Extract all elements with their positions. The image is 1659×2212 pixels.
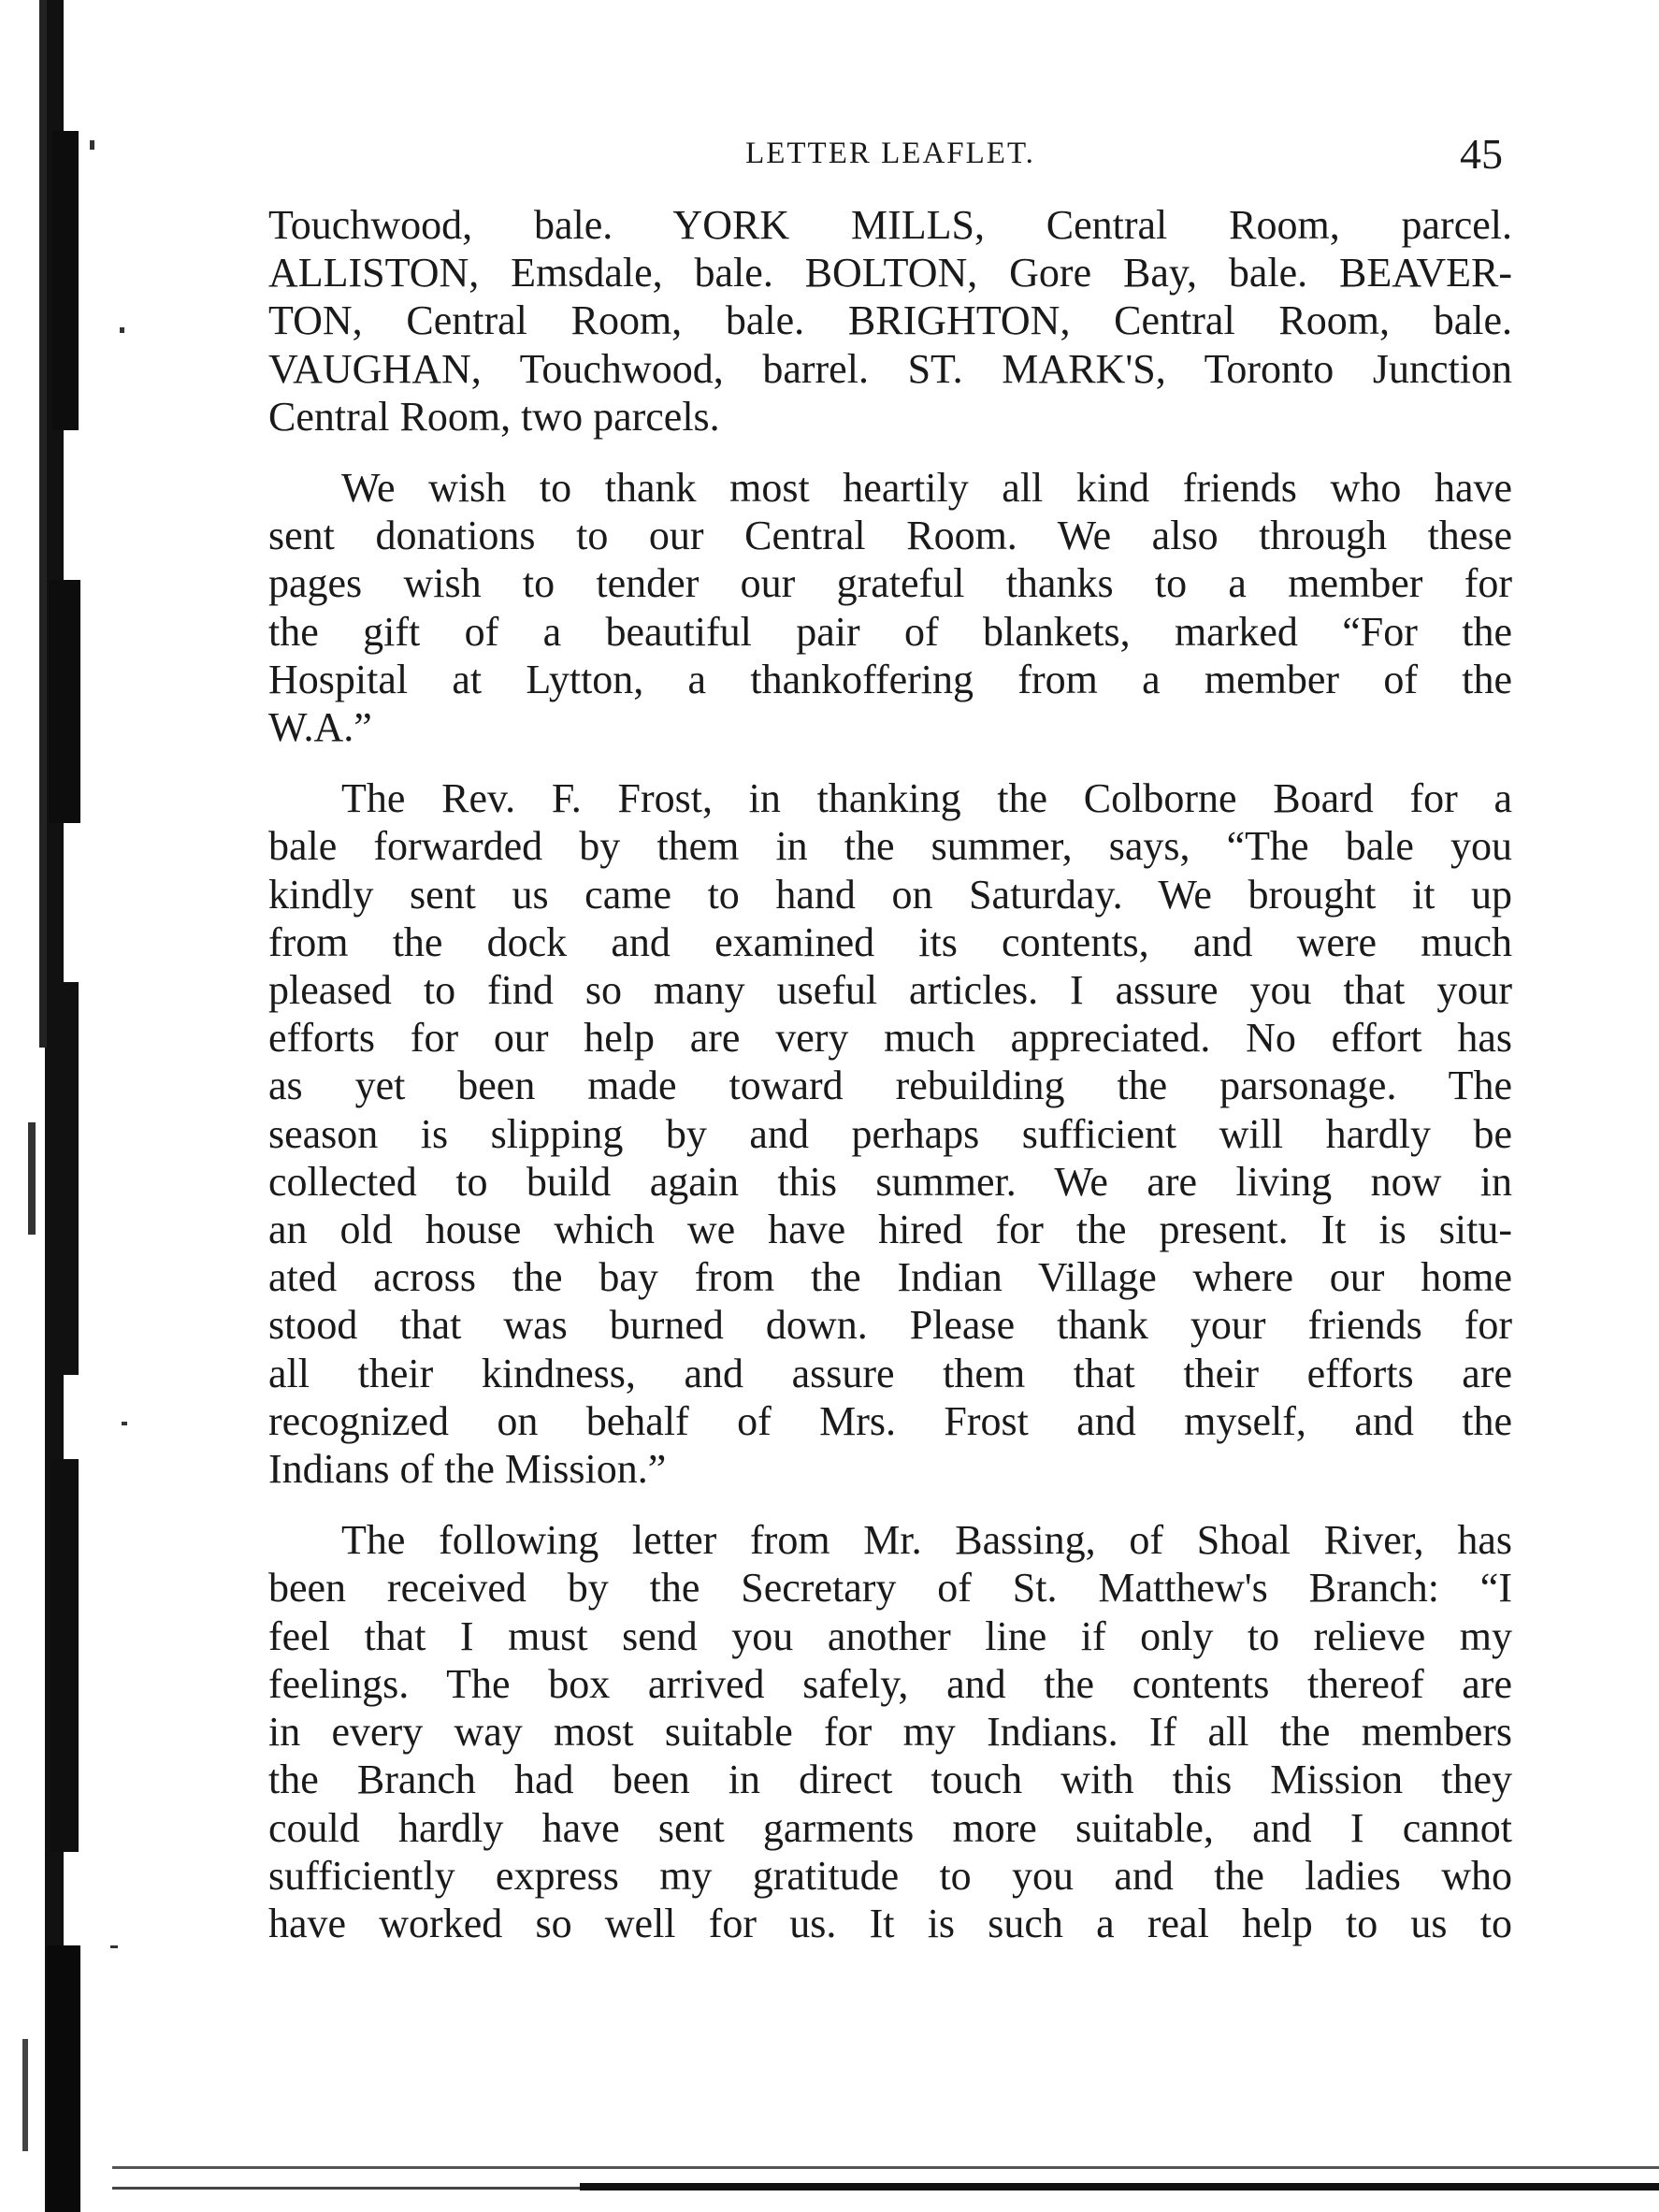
text-line: VAUGHAN, Touchwood, barrel. ST. MARK'S, Toronto Junction [268, 345, 1512, 392]
paragraph-bassing-letter [268, 1516, 1512, 1947]
text-line: ated across the bay from the Indian Village where our home [268, 1254, 1512, 1301]
text-line: season is slipping by and perhaps sufficient will hardly be [268, 1110, 1512, 1157]
text-line: collected to build again this summer. We are living now in [268, 1158, 1512, 1205]
paragraph-donation-list [268, 201, 1512, 441]
text-line: pleased to find so many useful articles. I assure you that your [268, 967, 1512, 1014]
text-line: sufficiently express my gratitude to you and the ladies who [268, 1852, 1512, 1899]
text-line: kindly sent us came to hand on Saturday. We brought it up [268, 871, 1512, 918]
text-line: in every way most suitable for my Indians. If all the members [268, 1709, 1512, 1756]
paragraph-frost-letter [268, 774, 1512, 1493]
text-line: the Branch had been in direct touch with this Mission they [268, 1757, 1512, 1803]
text-line: Hospital at Lytton, a thankoffering from a member of the [268, 656, 1512, 702]
text-line: feel that I must send you another line if only to relieve my [268, 1612, 1512, 1659]
text-line: The following letter from Mr. Bassing, of Shoal River, has [341, 1517, 1512, 1564]
text-line: Touchwood, bale. YORK MILLS, Central Room, parcel. [268, 202, 1512, 248]
text-line: all their kindness, and assure them that their efforts are [268, 1350, 1512, 1396]
text-line: an old house which we have hired for the present. It is situ- [268, 1207, 1512, 1253]
text-line: been received by the Secretary of St. Matthew's Branch: “I [268, 1565, 1512, 1612]
text-line: The Rev. F. Frost, in thanking the Colborne Board for a [341, 775, 1512, 822]
text-line: from the dock and examined its contents, and were much [268, 918, 1512, 965]
text-line: W.A.” [268, 704, 372, 751]
text-line: TON, Central Room, bale. BRIGHTON, Central Room, bale. [268, 297, 1512, 344]
page-number: 45 [1460, 130, 1503, 178]
text-line: ALLISTON, Emsdale, bale. BOLTON, Gore Bay, bale. BEAVER- [268, 250, 1512, 296]
bottom-page-edge [112, 2147, 1659, 2204]
text-line: Indians of the Mission.” [268, 1446, 667, 1493]
running-head: LETTER LEAFLET. [745, 137, 1035, 170]
text-line: recognized on behalf of Mrs. Frost and myself, and the [268, 1397, 1512, 1444]
text-line: efforts for our help are very much appreciated. No effort has [268, 1015, 1512, 1062]
text-line: have worked so well for us. It is such a real help to us to [268, 1900, 1512, 1946]
paragraph-thanks [268, 464, 1512, 751]
text-line: the gift of a beautiful pair of blankets, marked “For the [268, 608, 1512, 655]
text-line: sent donations to our Central Room. We also through these [268, 513, 1512, 559]
text-line: feelings. The box arrived safely, and the contents thereof are [268, 1660, 1512, 1707]
binding-edge [0, 0, 140, 2212]
page-header [268, 129, 1512, 185]
body-text [268, 201, 1512, 1947]
text-line: pages wish to tender our grateful thanks to a member for [268, 560, 1512, 607]
text-line: Central Room, two parcels. [268, 393, 720, 440]
text-line: stood that was burned down. Please thank your friends for [268, 1302, 1512, 1349]
text-line: as yet been made toward rebuilding the parsonage. The [268, 1063, 1512, 1109]
text-line: bale forwarded by them in the summer, says, “The bale you [268, 823, 1512, 870]
text-line: could hardly have sent garments more suitable, and I cannot [268, 1804, 1512, 1851]
text-line: We wish to thank most heartily all kind friends who have [341, 465, 1512, 512]
